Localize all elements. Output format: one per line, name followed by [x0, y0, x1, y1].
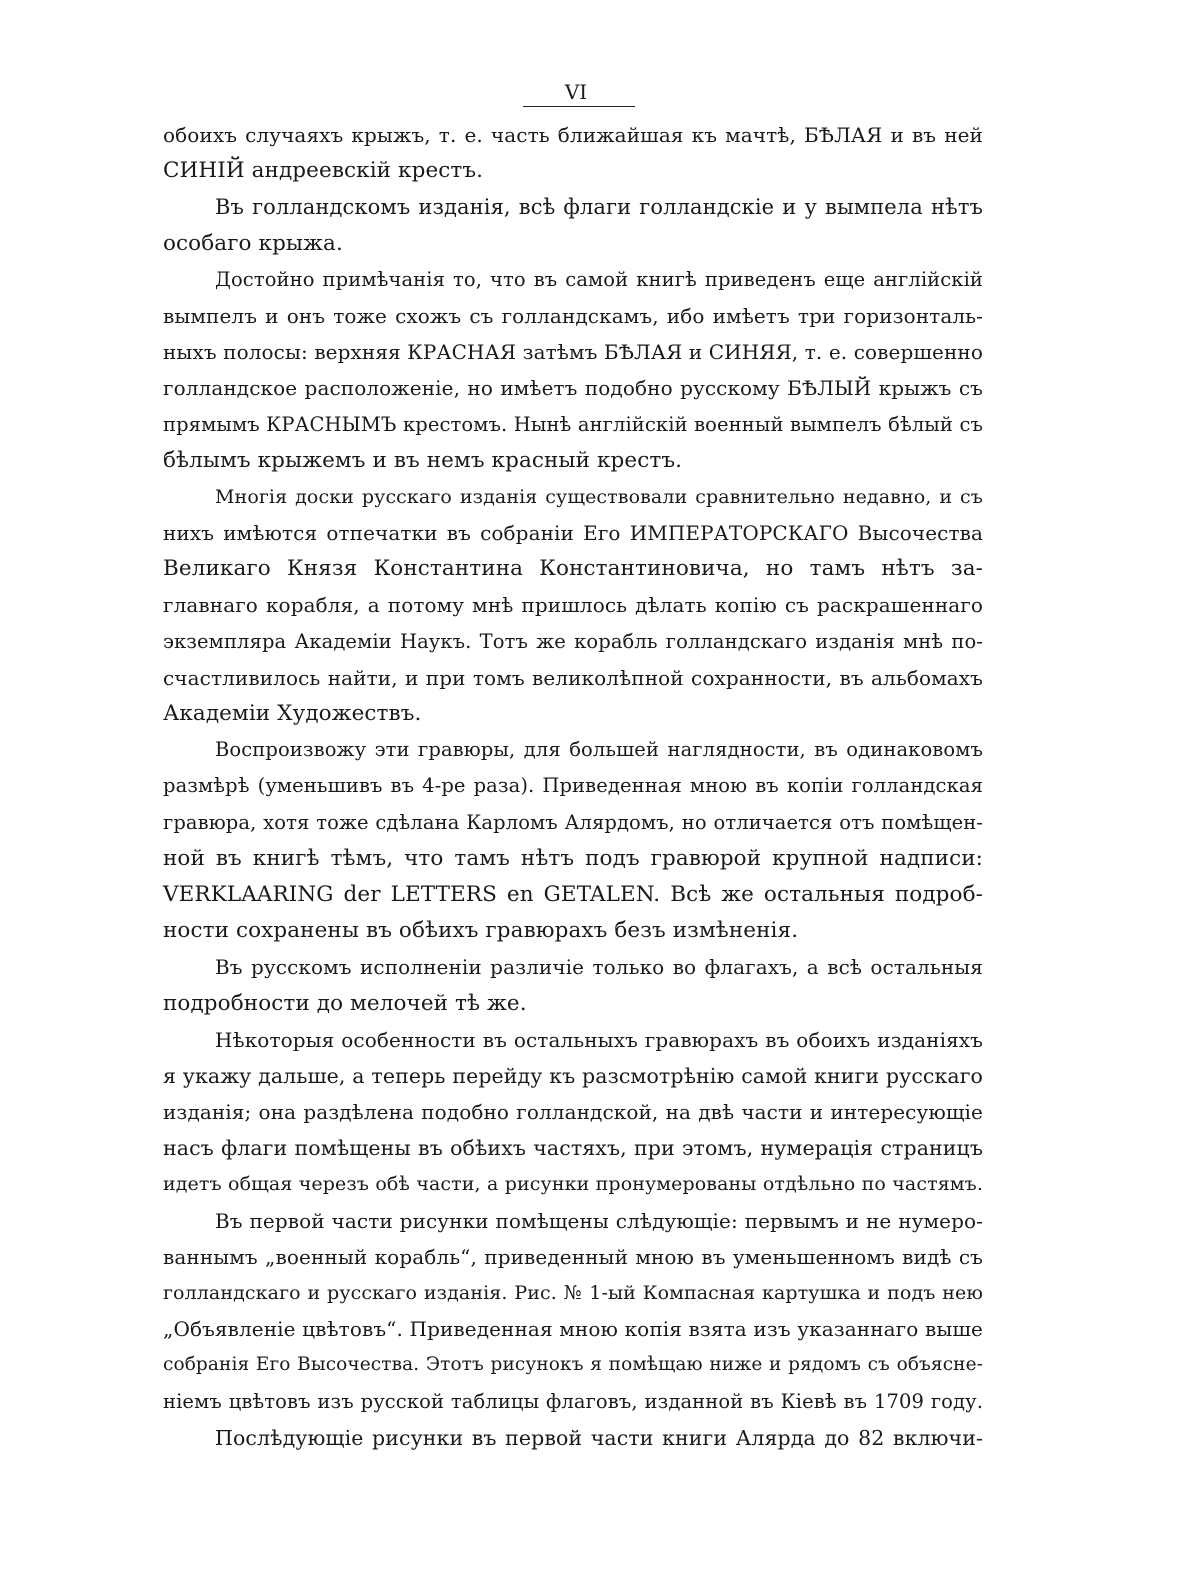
text-line: Академіи Художествъ. — [163, 701, 422, 726]
text-line: вымпелъ и онъ тоже схожъ съ голландскамъ, ибо имѣетъ три горизонталь- — [163, 303, 983, 328]
text-line: подробности до мелочей тѣ же. — [163, 990, 527, 1016]
text-line: СИНІЙ андреевскій крестъ. — [163, 158, 484, 184]
text-line: экземпляра Академіи Наукъ. Тотъ же корабль голландскаго изданія мнѣ по- — [163, 629, 983, 653]
text-line: Послѣдующіе рисунки въ первой части книги Алярда до 82 включи- — [215, 1425, 983, 1450]
text-line: ности сохранены въ обѣихъ гравюрахъ безъ измѣненія. — [163, 918, 799, 944]
text-line: голландское расположеніе, но имѣетъ подобно русскому БѢЛЫЙ крыжъ съ — [163, 376, 983, 401]
text-line: ваннымъ „военный корабль“, приведенный мною въ уменьшенномъ видѣ съ — [163, 1244, 983, 1269]
text-line: собранія Его Высочества. Этотъ рисунокъ я помѣщаю ниже и рядомъ съ объясне- — [163, 1354, 983, 1376]
text-line: Великаго Князя Константина Константиновича, но тамъ нѣтъ за- — [163, 556, 983, 582]
document-page — [163, 82, 983, 1456]
text-line: главнаго корабля, а потому мнѣ пришлось дѣлать копію съ раскрашеннаго — [163, 593, 983, 618]
page-number: VI — [564, 80, 588, 104]
text-line: ной въ книгѣ тѣмъ, что тамъ нѣтъ подъ гравюрой крупной надписи: — [163, 845, 983, 871]
text-line: изданія; она раздѣлена подобно голландской, на двѣ части и интересующіе — [163, 1100, 983, 1125]
text-line: Въ русскомъ исполненіи различіе только во флагахъ, а всѣ остальныя — [215, 955, 983, 980]
text-line: голландскаго и русскаго изданія. Рис. № 1-ый Компасная картушка и подъ нею — [163, 1282, 983, 1304]
text-line: нихъ имѣются отпечатки въ собраніи Его ИМПЕРАТОРСКАГО Высочества — [163, 521, 983, 546]
header-rule — [523, 106, 635, 107]
text-line: размѣрѣ (уменьшивъ въ 4-ре раза). Приведенная мною въ копіи голландская — [163, 774, 983, 798]
text-line: прямымъ КРАСНЫМЪ крестомъ. Нынѣ англійскій военный вымпелъ бѣлый съ — [163, 412, 983, 436]
text-line: идетъ общая черезъ обѣ части, а рисунки пронумерованы отдѣльно по частямъ. — [163, 1173, 983, 1196]
text-line: ніемъ цвѣтовъ изъ русской таблицы флаговъ, изданной въ Кіевѣ въ 1709 году. — [163, 1389, 983, 1413]
text-line: ныхъ полосы: верхняя КРАСНАЯ затѣмъ БѢЛАЯ и СИНЯЯ, т. е. совершенно — [163, 340, 983, 365]
body-text — [163, 117, 983, 1456]
text-line: бѣлымъ крыжемъ и въ немъ красный крестъ. — [163, 447, 683, 473]
text-line: обоихъ случаяхъ крыжъ, т. е. часть ближайшая къ мачтѣ, БѢЛАЯ и въ ней — [163, 123, 983, 147]
text-line: Многія доски русскаго изданія существовали сравнительно недавно, и съ — [215, 485, 983, 508]
text-line: Воспроизвожу эти гравюры, для большей наглядности, въ одинаковомъ — [215, 738, 983, 762]
text-line: Въ первой части рисунки помѣщены слѣдующіе: первымъ и не нумеро- — [215, 1208, 983, 1233]
text-line: насъ флаги помѣщены въ обѣихъ частяхъ, при этомъ, нумерація страницъ — [163, 1136, 983, 1161]
text-line: я укажу дальше, а теперь перейду къ разсмотрѣнію самой книги русскаго — [163, 1063, 983, 1088]
text-line: „Объявленіе цвѣтовъ“. Приведенная мною копія взята изъ указаннаго выше — [163, 1317, 983, 1342]
text-line: Достойно примѣчанія то, что въ самой книгѣ приведенъ еще англійскій — [215, 267, 983, 291]
text-line: особаго крыжа. — [163, 230, 343, 256]
text-line: Нѣкоторыя особенности въ остальныхъ гравюрахъ въ обоихъ изданіяхъ — [215, 1027, 983, 1052]
text-line: счастливилось найти, и при томъ великолѣпной сохранности, въ альбомахъ — [163, 665, 983, 690]
text-line: Въ голландскомъ изданія, всѣ флаги голландскіе и у вымпела нѣтъ — [215, 195, 983, 220]
text-line: гравюра, хотя тоже сдѣлана Карломъ Алярдомъ, но отличается отъ помѣщен- — [163, 810, 983, 834]
text-line: VERKLAARING der LETTERS en GETALEN. Всѣ же остальныя подроб- — [163, 881, 983, 907]
